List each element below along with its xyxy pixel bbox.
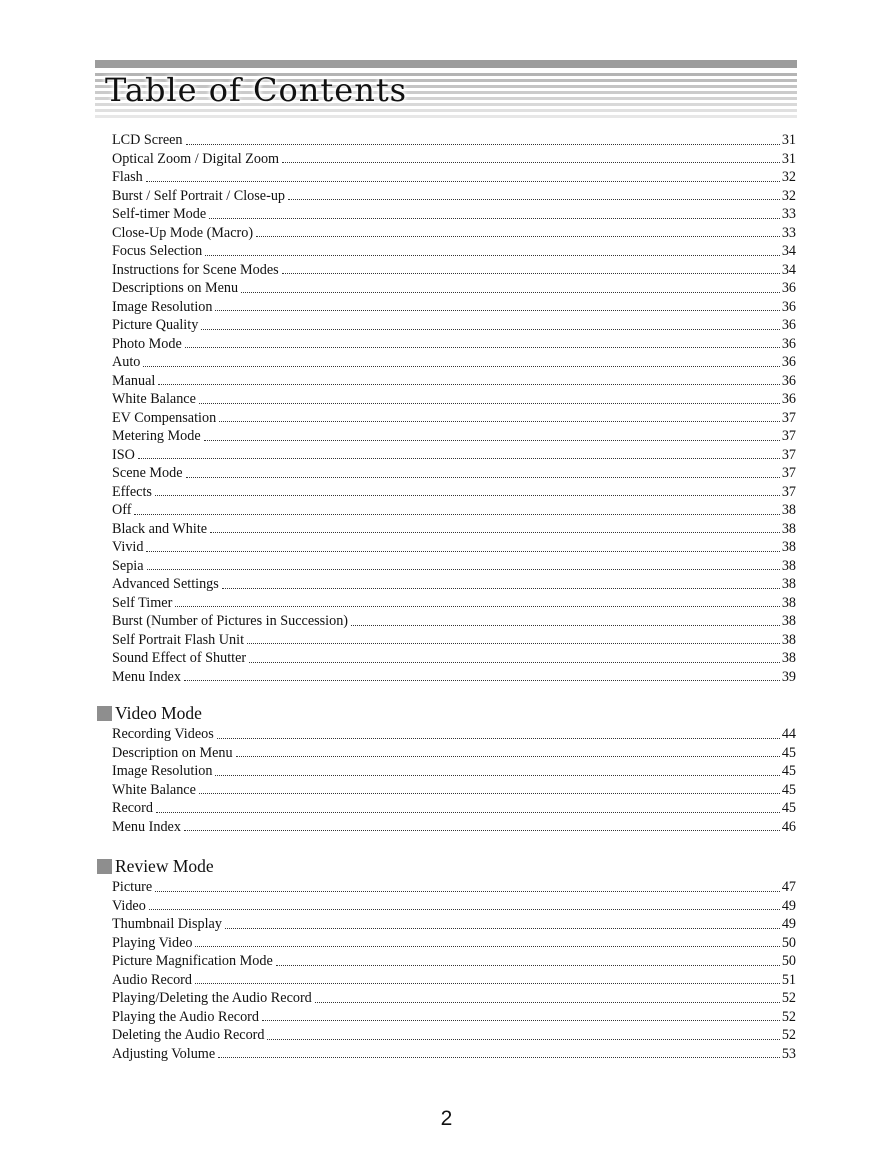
toc-entry-page: 38	[781, 576, 796, 592]
toc-entry-page: 37	[781, 483, 796, 500]
dot-leader	[134, 514, 779, 515]
toc-entry-page: 36	[781, 391, 796, 407]
toc-entry-page: 31	[781, 150, 796, 167]
dot-leader	[351, 625, 780, 626]
toc-entry[interactable]	[112, 446, 796, 465]
toc-entry-page: 37	[781, 428, 796, 444]
toc-entry[interactable]	[112, 594, 796, 613]
toc-entry-label: Video	[112, 897, 146, 914]
toc-entry-page: 37	[781, 446, 796, 463]
toc-entry-page: 36	[781, 280, 796, 296]
dot-leader	[199, 793, 780, 794]
toc-entry[interactable]	[112, 353, 796, 372]
toc-entry-page: 33	[781, 224, 796, 241]
toc-entry-page: 51	[781, 971, 796, 988]
toc-entry[interactable]	[112, 150, 796, 169]
title-banner	[95, 60, 797, 122]
toc-entry-label: Sepia	[112, 557, 144, 574]
toc-entry-label: Image Resolution	[112, 763, 213, 779]
toc-entry-label: Playing the Audio Record	[112, 1008, 259, 1025]
toc-entry-label: Close-Up Mode (Macro)	[112, 224, 254, 241]
toc-entry-label: Menu Index	[112, 818, 181, 835]
toc-entry-label: Menu Index	[112, 668, 181, 685]
section-heading-review	[97, 856, 214, 877]
dot-leader	[156, 812, 780, 813]
toc-entry-page: 45	[781, 800, 796, 816]
toc-entry-label: Metering Mode	[112, 428, 201, 444]
toc-entry-label: Burst (Number of Pictures in Succession)	[112, 613, 349, 629]
dot-leader	[143, 366, 779, 367]
dot-leader	[195, 983, 780, 984]
page-number: 2	[440, 1107, 453, 1130]
toc-entry[interactable]	[112, 464, 796, 483]
toc-entry-label: Black and White	[112, 520, 208, 537]
toc-entry[interactable]	[112, 1008, 796, 1027]
toc-entry[interactable]	[112, 668, 796, 687]
toc-entry-page: 38	[781, 520, 796, 537]
section-bullet-icon	[97, 706, 112, 721]
toc-entry-label: Self Portrait Flash Unit	[112, 631, 245, 648]
toc-entry[interactable]	[112, 427, 796, 446]
dot-leader	[282, 162, 780, 163]
toc-entry-label: Recording Videos	[112, 726, 214, 742]
toc-entry-label: ISO	[112, 446, 135, 463]
toc-entry-label: Vivid	[112, 539, 144, 555]
toc-entry[interactable]	[112, 818, 796, 837]
toc-entry-page: 37	[781, 465, 796, 481]
toc-entry-label: Audio Record	[112, 971, 192, 988]
toc-entry-label: Deleting the Audio Record	[112, 1027, 265, 1043]
dot-leader	[146, 551, 779, 552]
toc-entry-page: 38	[781, 650, 796, 666]
toc-list-review	[112, 878, 796, 1063]
toc-entry-label: White Balance	[112, 781, 196, 798]
dot-leader	[236, 756, 780, 757]
toc-entry-label: Picture Quality	[112, 317, 199, 333]
dot-leader	[138, 458, 780, 459]
toc-entry[interactable]	[112, 335, 796, 354]
toc-entry-page: 44	[781, 726, 796, 742]
toc-entry-page: 38	[781, 557, 796, 574]
dot-leader	[149, 909, 780, 910]
dot-leader	[225, 928, 780, 929]
toc-entry-page: 49	[781, 897, 796, 914]
toc-entry-page: 36	[781, 335, 796, 352]
toc-entry-label: Image Resolution	[112, 298, 213, 315]
dot-leader	[185, 347, 780, 348]
toc-entry[interactable]	[112, 261, 796, 280]
toc-entry-label: Burst / Self Portrait / Close-up	[112, 187, 286, 204]
toc-entry-label: LCD Screen	[112, 132, 183, 148]
toc-entry-page: 45	[781, 781, 796, 798]
dot-leader	[146, 181, 780, 182]
toc-entry-label: Self Timer	[112, 594, 173, 611]
toc-entry[interactable]	[112, 915, 796, 934]
toc-entry-label: Scene Mode	[112, 465, 183, 481]
dot-leader	[175, 606, 780, 607]
dot-leader	[186, 144, 780, 145]
toc-entry-page: 37	[781, 409, 796, 426]
section-heading-label: Video Mode	[115, 703, 202, 723]
toc-entry[interactable]	[112, 897, 796, 916]
toc-entry-label: Advanced Settings	[112, 576, 219, 592]
toc-entry[interactable]	[112, 390, 796, 409]
dot-leader	[256, 236, 780, 237]
toc-entry-label: Record	[112, 800, 153, 816]
toc-entry-page: 34	[781, 243, 796, 259]
toc-entry[interactable]	[112, 501, 796, 520]
toc-entry-label: Optical Zoom / Digital Zoom	[112, 150, 280, 167]
dot-leader	[158, 384, 779, 385]
dot-leader	[155, 891, 780, 892]
toc-entry-page: 36	[781, 298, 796, 315]
dot-leader	[282, 273, 780, 274]
toc-entry-label: Playing Video	[112, 934, 193, 951]
toc-entry[interactable]	[112, 1045, 796, 1064]
section-heading-label: Review Mode	[115, 856, 214, 876]
toc-entry-label: EV Compensation	[112, 409, 217, 426]
toc-entry-page: 38	[781, 631, 796, 648]
toc-entry-label: Effects	[112, 483, 152, 500]
toc-entry-page: 50	[781, 934, 796, 951]
dot-leader	[267, 1039, 779, 1040]
toc-entry-page: 32	[781, 169, 796, 185]
toc-entry[interactable]	[112, 934, 796, 953]
toc-entry-label: Adjusting Volume	[112, 1045, 216, 1062]
toc-entry-label: Photo Mode	[112, 335, 182, 352]
toc-entry-page: 36	[781, 354, 796, 370]
dot-leader	[241, 292, 780, 293]
page-title: Table of Contents	[105, 71, 408, 109]
toc-entry-label: Self-timer Mode	[112, 206, 207, 222]
toc-entry-page: 45	[781, 763, 796, 779]
toc-entry-page: 47	[781, 879, 796, 895]
toc-entry[interactable]	[112, 279, 796, 298]
toc-entry[interactable]	[112, 631, 796, 650]
toc-list-main	[112, 131, 796, 686]
toc-entry-label: Off	[112, 502, 132, 518]
toc-entry-page: 39	[781, 668, 796, 685]
dot-leader	[218, 1057, 780, 1058]
toc-entry[interactable]	[112, 298, 796, 317]
dot-leader	[276, 965, 780, 966]
dot-leader	[219, 421, 780, 422]
toc-entry[interactable]	[112, 372, 796, 391]
dot-leader	[315, 1002, 780, 1003]
toc-entry-page: 52	[781, 1027, 796, 1043]
dot-leader	[201, 329, 780, 330]
toc-entry[interactable]	[112, 989, 796, 1008]
toc-entry-label: Playing/Deleting the Audio Record	[112, 990, 312, 1006]
toc-entry-label: White Balance	[112, 391, 196, 407]
section-heading-video	[97, 703, 202, 724]
toc-entry-label: Picture	[112, 879, 153, 895]
toc-entry-page: 33	[781, 206, 796, 222]
toc-entry-page: 38	[781, 502, 796, 518]
toc-entry[interactable]	[112, 649, 796, 668]
dot-leader	[205, 255, 780, 256]
toc-entry[interactable]	[112, 168, 796, 187]
toc-entry-label: Flash	[112, 169, 143, 185]
toc-entry-label: Instructions for Scene Modes	[112, 261, 279, 278]
dot-leader	[215, 775, 779, 776]
toc-entry[interactable]	[112, 781, 796, 800]
dot-leader	[195, 946, 779, 947]
toc-entry[interactable]	[112, 799, 796, 818]
toc-entry-page: 38	[781, 594, 796, 611]
dot-leader	[210, 532, 780, 533]
toc-entry[interactable]	[112, 762, 796, 781]
toc-entry-page: 36	[781, 372, 796, 389]
toc-entry-label: Picture Magnification Mode	[112, 953, 273, 969]
toc-entry-label: Thumbnail Display	[112, 916, 222, 932]
dot-leader	[186, 477, 780, 478]
toc-entry-page: 49	[781, 916, 796, 932]
toc-entry-page: 36	[781, 317, 796, 333]
toc-entry-page: 38	[781, 539, 796, 555]
dot-leader	[204, 440, 780, 441]
toc-entry[interactable]	[112, 187, 796, 206]
toc-entry[interactable]	[112, 744, 796, 763]
dot-leader	[209, 218, 780, 219]
toc-entry-label: Manual	[112, 372, 156, 389]
toc-entry-page: 52	[781, 1008, 796, 1025]
toc-entry[interactable]	[112, 538, 796, 557]
toc-entry[interactable]	[112, 242, 796, 261]
toc-entry-page: 38	[781, 613, 796, 629]
toc-entry-page: 34	[781, 261, 796, 278]
toc-entry-page: 53	[781, 1045, 796, 1062]
dot-leader	[184, 830, 780, 831]
dot-leader	[199, 403, 780, 404]
dot-leader	[222, 588, 780, 589]
toc-entry[interactable]	[112, 971, 796, 990]
toc-list-video	[112, 725, 796, 836]
dot-leader	[217, 738, 780, 739]
toc-entry-label: Focus Selection	[112, 243, 203, 259]
toc-entry[interactable]	[112, 612, 796, 631]
dot-leader	[215, 310, 779, 311]
toc-entry-page: 31	[781, 132, 796, 148]
toc-entry-label: Sound Effect of Shutter	[112, 650, 247, 666]
dot-leader	[262, 1020, 780, 1021]
section-bullet-icon	[97, 859, 112, 874]
toc-entry[interactable]	[112, 520, 796, 539]
toc-entry[interactable]	[112, 205, 796, 224]
toc-entry[interactable]	[112, 1026, 796, 1045]
toc-entry-page: 45	[781, 744, 796, 761]
toc-entry[interactable]	[112, 483, 796, 502]
toc-entry[interactable]	[112, 224, 796, 243]
dot-leader	[288, 199, 780, 200]
toc-entry-page: 46	[781, 818, 796, 835]
toc-entry-label: Descriptions on Menu	[112, 280, 239, 296]
toc-entry[interactable]	[112, 725, 796, 744]
toc-entry[interactable]	[112, 952, 796, 971]
toc-entry[interactable]	[112, 409, 796, 428]
dot-leader	[147, 569, 780, 570]
toc-entry[interactable]	[112, 316, 796, 335]
dot-leader	[155, 495, 780, 496]
toc-entry-label: Auto	[112, 354, 141, 370]
toc-entry[interactable]	[112, 131, 796, 150]
dot-leader	[184, 680, 780, 681]
dot-leader	[247, 643, 780, 644]
dot-leader	[249, 662, 780, 663]
toc-entry-page: 32	[781, 187, 796, 204]
toc-entry-page: 50	[781, 953, 796, 969]
toc-entry[interactable]	[112, 557, 796, 576]
toc-entry[interactable]	[112, 575, 796, 594]
toc-entry-page: 52	[781, 990, 796, 1006]
toc-entry[interactable]	[112, 878, 796, 897]
toc-entry-label: Description on Menu	[112, 744, 233, 761]
